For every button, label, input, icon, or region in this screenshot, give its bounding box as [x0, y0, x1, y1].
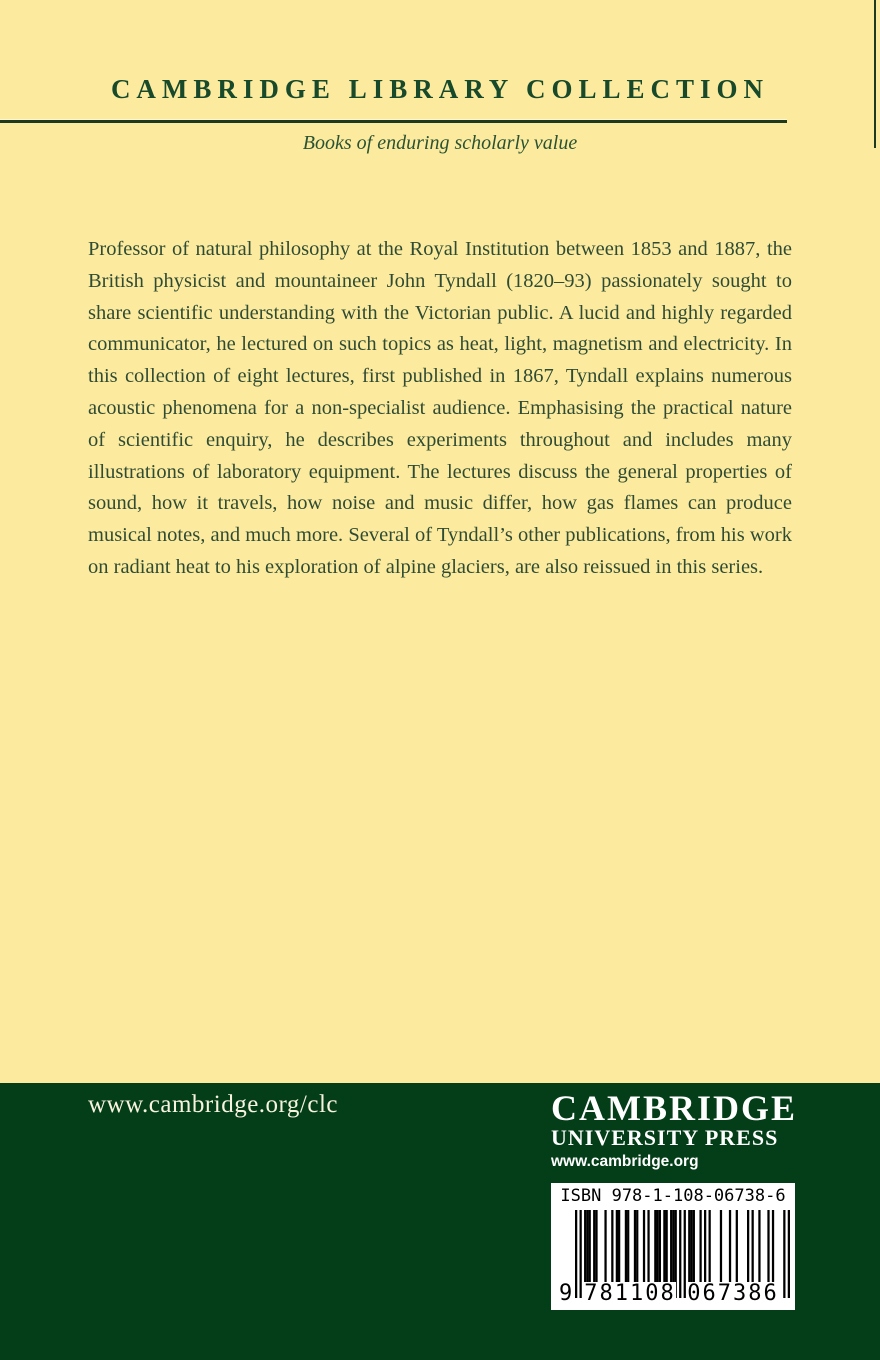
publisher-url: www.cambridge.org [551, 1153, 699, 1170]
publisher-logo [551, 1090, 797, 1172]
book-description: Professor of natural philosophy at the Royal Institution between 1853 and 1887, the British physicist and mountaineer John Tyndall (1820–93) passionately sought to share scientific understanding with the Victorian public. A lucid and highly regarded communicator, he lectured on such topics as heat, light, magnetism and electricity. In this collection of eight lectures, first published in 1867, Tyndall explains numerous acoustic phenomena for a non-specialist audience. Emphasising the practical nature of scientific enquiry, he describes experiments throughout and includes many illustrations of laboratory equipment. The lectures discuss the general properties of sound, how it travels, how noise and music differ, how gas flames can produce musical notes, and much more. Several of Tyndall’s other publications, from his work on radiant heat to his exploration of alpine glaciers, are also reissued in this series. [88, 238, 792, 578]
barcode-digits-left: 781108 [584, 1281, 676, 1306]
isbn-barcode-panel [551, 1183, 795, 1310]
page-edge-line [874, 0, 876, 148]
series-title: CAMBRIDGE LIBRARY COLLECTION [110, 74, 770, 104]
publisher-name-line2: UNIVERSITY PRESS [551, 1125, 779, 1150]
series-url: www.cambridge.org/clc [88, 1091, 339, 1118]
header-rule [0, 119, 787, 123]
footer-band [0, 1083, 880, 1360]
isbn-label: ISBN 978-1-108-06738-6 [560, 1186, 786, 1206]
series-tagline: Books of enduring scholarly value [302, 132, 578, 154]
barcode-digits-right: 067386 [687, 1281, 779, 1306]
publisher-name-line1: CAMBRIDGE [551, 1088, 798, 1128]
barcode-digit-first: 9 [559, 1281, 573, 1306]
